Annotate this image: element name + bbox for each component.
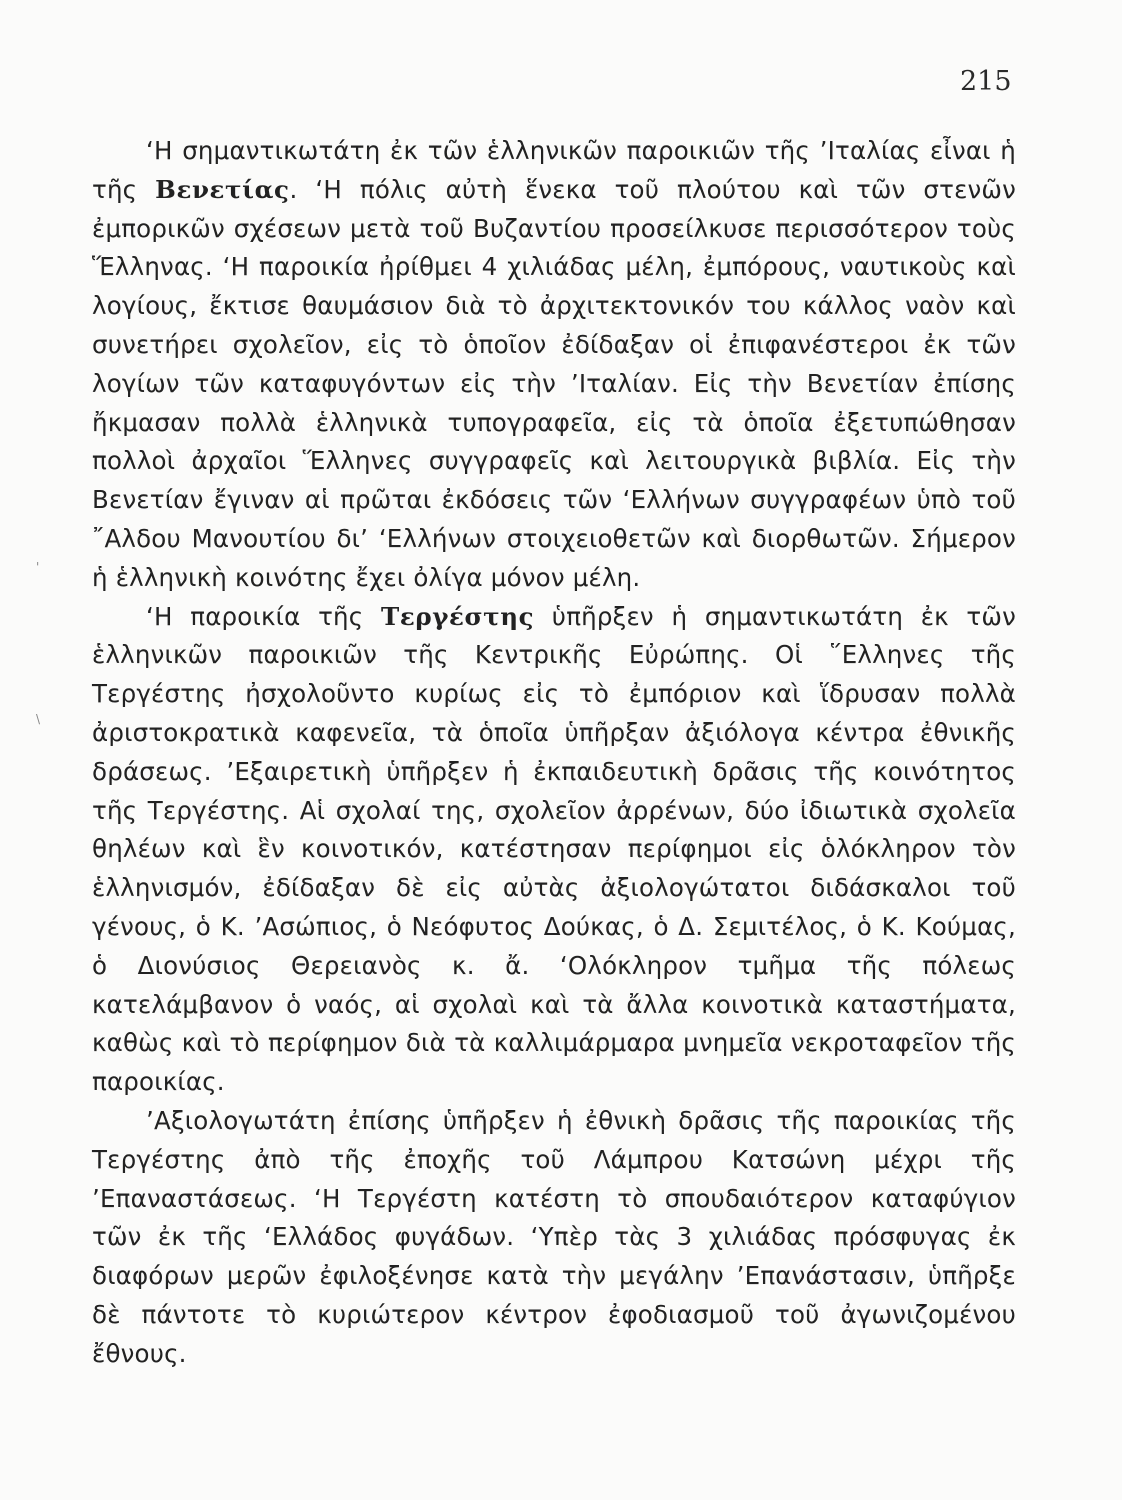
scan-speck: ' — [36, 560, 40, 574]
text-span: ὑπῆρξεν ἡ σημαντικωτάτη ἐκ τῶν ἑλληνικῶν παροικιῶν τῆς Κεντρικῆς Εὐρώπης. Οἱ ῞Ελληνες τῆς Τεργέστης ἠσχολοῦντο κυρίως εἰς τὸ ἐμπόριον καὶ ἵδρυσαν πολλὰ ἀριστοκρατικὰ καφενεῖα, τὰ ὁποῖα ὑπῆρξαν ἀξιόλογα κέντρα ἐθνικῆς δράσεως. ’Εξαιρετικὴ ὑπῆρξεν ἡ ἐκπαιδευτικὴ δρᾶσις τῆς κοινότητος τῆς Τεργέστης. Αἱ σχολαί της, σχολεῖον ἀρρένων, δύο ἰδιωτικὰ σχολεῖα θηλέων καὶ ἓν κοινοτικόν, κατέστησαν περίφημοι εἰς ὁλόκληρον τὸν ἑλληνισμόν, ἐδίδαξαν δὲ εἰς αὐτὰς ἀξιολογώτατοι διδάσκαλοι τοῦ γένους, ὁ Κ. ’Ασώπιος, ὁ Νεόφυτος Δούκας, ὁ Δ. Σεμιτέλος, ὁ Κ. Κούμας, ὁ Διονύσιος Θερειανὸς κ. ἄ. ‘Ολόκληρον τμῆμα τῆς πόλεως κατελάμβανον ὁ ναός, αἱ σχολαὶ καὶ τὰ ἄλλα κοινοτικὰ καταστήματα, καθὼς καὶ τὸ περίφημον διὰ τὰ καλλιμάρμαρα μνημεῖα νεκροταφεῖον τῆς παροικίας. — [92, 601, 1016, 1097]
place-name-bold: Τεργέστης — [381, 601, 535, 631]
paragraph-national-action — [92, 1102, 1016, 1374]
paragraph-venice — [92, 132, 1016, 598]
scan-speck: \ — [36, 712, 41, 726]
place-name-bold: Βενετίας — [155, 174, 290, 204]
paragraph-trieste — [92, 598, 1016, 1102]
text-span: ‘Η παροικία τῆς — [146, 601, 381, 631]
text-span: ‘Η σημαντικωτάτη ἐκ τῶν ἑλληνικῶν παροικιῶν τῆς ’Ιταλίας εἶναι ἡ τῆς — [92, 136, 1016, 204]
page-number: 215 — [960, 66, 1012, 97]
text-span: ’Αξιολογωτάτη ἐπίσης ὑπῆρξεν ἡ ἐθνικὴ δρᾶσις τῆς παροικίας τῆς Τεργέστης ἀπὸ τῆς ἐποχῆς τοῦ Λάμπρου Κατσώνη μέχρι τῆς ’Επαναστάσεως. ‘Η Τεργέστη κατέστη τὸ σπουδαιότερον καταφύγιον τῶν ἐκ τῆς ‘Ελλάδος φυγάδων. ‘Υπὲρ τὰς 3 χιλιάδας πρόσφυγας ἐκ διαφόρων μερῶν ἐφιλοξένησε κατὰ τὴν μεγάλην ’Επανάστασιν, ὑπῆρξε δὲ πάντοτε τὸ κυριώτερον κέντρον ἐφοδιασμοῦ τοῦ ἀγωνιζομένου ἔθνους. — [92, 1105, 1016, 1368]
body-text — [92, 132, 1016, 1374]
text-span: . ‘Η πόλις αὐτὴ ἕνεκα τοῦ πλούτου καὶ τῶν στενῶν ἐμπορικῶν σχέσεων μετὰ τοῦ Βυζαντίου προσείλκυσε περισσότερον τοὺς Ἕλληνας. ‘Η παροικία ἠρίθμει 4 χιλιάδας μέλη, ἐμπόρους, ναυτικοὺς καὶ λογίους, ἔκτισε θαυμάσιον διὰ τὸ ἀρχιτεκτονικόν του κάλλος ναὸν καὶ συνετήρει σχολεῖον, εἰς τὸ ὁποῖον ἐδίδαξαν οἱ ἐπιφανέστεροι ἐκ τῶν λογίων τῶν καταφυγόντων εἰς τὴν ’Ιταλίαν. Εἰς τὴν Βενετίαν ἐπίσης ἤκμασαν πολλὰ ἑλληνικὰ τυπογραφεῖα, εἰς τὰ ὁποῖα ἐξετυπώθησαν πολλοὶ ἀρχαῖοι Ἕλληνες συγγραφεῖς καὶ λειτουργικὰ βιβλία. Εἰς τὴν Βενετίαν ἔγιναν αἱ πρῶται ἐκδόσεις τῶν ‘Ελλήνων συγγραφέων ὑπὸ τοῦ ῎Αλδου Μανουτίου δι’ ‘Ελλήνων στοιχειοθετῶν καὶ διορθωτῶν. Σήμερον ἡ ἑλληνικὴ κοινότης ἔχει ὀλίγα μόνον μέλη. — [92, 174, 1016, 592]
